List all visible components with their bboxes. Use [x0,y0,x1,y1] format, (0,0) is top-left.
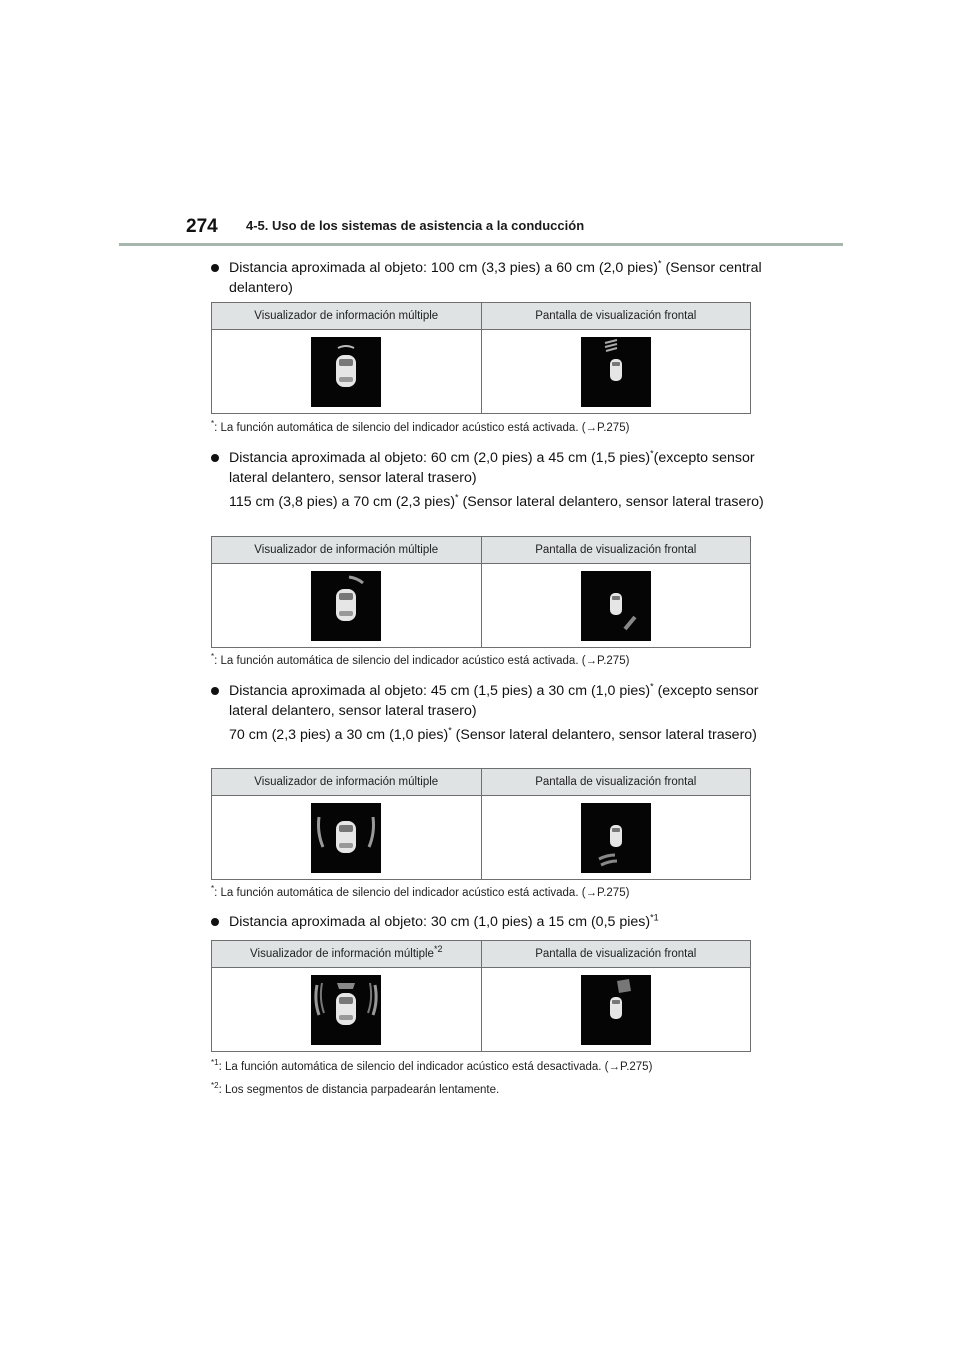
hud-screen-image-4 [581,975,651,1045]
display-table-1 [211,302,751,414]
hud-screen-image-3 [581,803,651,873]
column-header-hud: Pantalla de visualización frontal [481,769,751,796]
page-number: 274 [186,216,218,237]
column-header-hud: Pantalla de visualización frontal [481,303,751,330]
mid-screen-image-3 [311,803,381,873]
footnote-4a: $^{*1}$: La función automática de silencio del indicador acústico está desactivada. (→P.275) [211,1058,653,1073]
footnote-3: *: La función automática de silencio del indicador acústico está activada. (→P.275) [211,884,630,899]
display-table-2 [211,536,751,648]
mid-screen-image-1 [311,337,381,407]
hud-screen-image-1 [581,337,651,407]
distance-item-4: Distancia aproximada al objeto: 30 cm (1,0 pies) a 15 cm (0,5 pies)$^{*1}$ [211,912,771,932]
footnote-4b: $^{*2}$: Los segmentos de distancia parpadearán lentamente. [211,1081,500,1096]
column-header-mid: Visualizador de información múltiple$^{*2}$ [212,941,482,968]
hud-screen-image-2 [581,571,651,641]
bullet-icon [211,454,219,462]
display-table-4 [211,940,751,1052]
footnote-2: *: La función automática de silencio del indicador acústico está activada. (→P.275) [211,652,630,667]
column-header-mid: Visualizador de información múltiple [212,769,482,796]
bullet-icon [211,687,219,695]
bullet-icon [211,264,219,272]
display-table-3 [211,768,751,880]
column-header-hud: Pantalla de visualización frontal [481,941,751,968]
mid-screen-image-2 [311,571,381,641]
distance-item-1: Distancia aproximada al objeto: 100 cm (3,3 pies) a 60 cm (2,0 pies)* (Sensor central delantero) [211,258,771,298]
bullet-icon [211,918,219,926]
header-divider [119,243,843,246]
column-header-mid: Visualizador de información múltiple [212,303,482,330]
column-header-mid: Visualizador de información múltiple [212,537,482,564]
distance-item-2: Distancia aproximada al objeto: 60 cm (2,0 pies) a 45 cm (1,5 pies)*(excepto sensor lateral delantero, sensor lateral trasero) 115 cm (3,8 pies) a 70 cm (2,3 pies)* (Sensor lateral delantero, sensor lateral trasero) [211,448,771,512]
distance-item-3: Distancia aproximada al objeto: 45 cm (1,5 pies) a 30 cm (1,0 pies)* (excepto sensor lateral delantero, sensor lateral trasero) 70 cm (2,3 pies) a 30 cm (1,0 pies)* (Sensor lateral delantero, sensor lateral trasero) [211,681,771,745]
section-title: 4-5. Uso de los sistemas de asistencia a la conducción [246,218,585,233]
column-header-hud: Pantalla de visualización frontal [481,537,751,564]
footnote-1: *: La función automática de silencio del indicador acústico está activada. (→P.275) [211,419,630,434]
mid-screen-image-4 [311,975,381,1045]
